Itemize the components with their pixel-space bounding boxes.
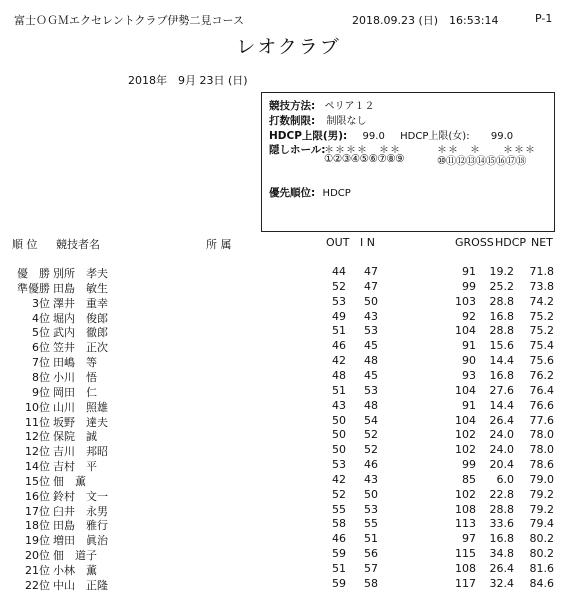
- in-score-cell: 55: [364, 517, 378, 531]
- rank-cell: 6位: [32, 341, 50, 355]
- hdcp-female-label: HDCP上限(女):: [400, 131, 470, 142]
- player-name-cell: 鈴村 文一: [53, 489, 108, 503]
- gross-score-cell: 102: [455, 443, 476, 457]
- round-date: 2018年 9月 23日 (日): [128, 74, 248, 87]
- table-row: [0, 532, 577, 547]
- out-score-cell: 52: [332, 487, 346, 501]
- priority-label: 優先順位:: [269, 187, 316, 199]
- col-hdcp-header: HDCP: [495, 236, 527, 249]
- out-score-cell: 48: [332, 368, 346, 382]
- net-score-cell: 71.8: [529, 265, 554, 278]
- net-score-cell: 77.6: [529, 413, 554, 427]
- table-row: [0, 443, 577, 458]
- gross-score-cell: 102: [455, 487, 476, 501]
- hdcp-cell: 33.6: [489, 517, 514, 531]
- limit-value: 制限なし: [326, 116, 367, 127]
- table-row: [0, 354, 577, 369]
- net-score-cell: 78.6: [529, 458, 554, 472]
- limit-line: [269, 112, 367, 128]
- player-name-cell: 岡田 仁: [53, 385, 97, 399]
- hdcp-cell: 34.8: [489, 547, 514, 561]
- hdcp-cell: 20.4: [489, 458, 514, 472]
- out-score-cell: 42: [332, 354, 346, 368]
- hdcp-female-value: 99.0: [490, 131, 514, 142]
- hdcp-cell: 14.4: [489, 354, 514, 368]
- in-score-cell: 45: [364, 368, 378, 382]
- in-score-cell: 51: [364, 532, 378, 546]
- out-score-cell: 53: [332, 294, 346, 308]
- net-score-cell: 76.6: [529, 398, 554, 412]
- rank-cell: 4位: [32, 311, 50, 325]
- in-score-cell: 53: [364, 324, 378, 338]
- net-score-cell: 76.2: [529, 368, 554, 382]
- page-title: レオクラブ: [236, 36, 341, 58]
- net-score-cell: 79.4: [529, 517, 554, 531]
- player-name-cell: 吉村 平: [53, 460, 97, 474]
- competition-rules-box: [261, 92, 555, 232]
- rank-cell: 22位: [25, 578, 50, 592]
- in-score-cell: 54: [364, 413, 378, 427]
- hdcp-cell: 16.8: [489, 368, 514, 382]
- hdcp-cell: 26.4: [489, 413, 514, 427]
- player-name-cell: 佃 道子: [53, 549, 97, 563]
- gross-score-cell: 103: [455, 294, 476, 308]
- hdcp-cell: 19.2: [489, 265, 514, 278]
- hdcp-cell: 22.8: [489, 487, 514, 501]
- player-name-cell: 臼井 永男: [53, 504, 108, 518]
- rank-cell: 21位: [25, 564, 50, 577]
- table-row: [0, 547, 577, 562]
- gross-score-cell: 91: [462, 339, 476, 353]
- table-row: [0, 265, 577, 280]
- net-score-cell: 80.2: [529, 547, 554, 561]
- course-name: 富士ＯＧＭエクセレントクラブ伊勢二見コース: [14, 14, 244, 27]
- table-row: [0, 280, 577, 295]
- hdcp-cell: 28.8: [489, 324, 514, 338]
- hdcp-cell: 27.6: [489, 383, 514, 397]
- player-name-cell: 堀内 俊郎: [53, 311, 108, 325]
- gross-score-cell: 108: [455, 562, 476, 575]
- out-score-cell: 42: [332, 472, 346, 486]
- net-score-cell: 79.2: [529, 502, 554, 516]
- rank-cell: 12位: [25, 445, 50, 459]
- in-score-cell: 50: [364, 294, 378, 308]
- in-score-cell: 58: [364, 576, 378, 590]
- rank-cell: 15位: [25, 474, 50, 488]
- gross-score-cell: 115: [455, 547, 476, 561]
- gross-score-cell: 91: [462, 265, 476, 278]
- gross-score-cell: 93: [462, 368, 476, 382]
- gross-score-cell: 99: [462, 458, 476, 472]
- in-score-cell: 53: [364, 383, 378, 397]
- rank-cell: 8位: [32, 370, 50, 384]
- player-name-cell: 保院 誠: [53, 430, 97, 444]
- table-row: [0, 310, 577, 325]
- gross-score-cell: 97: [462, 532, 476, 546]
- method-line: [269, 97, 375, 113]
- in-score-cell: 47: [364, 279, 378, 293]
- hdcp-male-value: 99.0: [362, 131, 385, 142]
- in-score-cell: 53: [364, 502, 378, 516]
- player-name-cell: 笠井 正次: [53, 341, 108, 355]
- player-name-cell: 坂野 達夫: [53, 415, 108, 429]
- player-name-cell: 田嶋 等: [53, 356, 97, 370]
- table-row: [0, 428, 577, 443]
- in-score-cell: 50: [364, 487, 378, 501]
- out-score-cell: 50: [332, 443, 346, 457]
- gross-score-cell: 104: [455, 383, 476, 397]
- net-score-cell: 80.2: [529, 532, 554, 546]
- in-score-cell: 56: [364, 547, 378, 561]
- hdcp-cell: 24.0: [489, 443, 514, 457]
- net-score-cell: 75.2: [529, 309, 554, 323]
- net-score-cell: 79.2: [529, 487, 554, 501]
- priority-line: [269, 185, 351, 200]
- col-rank-header: 順 位: [12, 238, 38, 251]
- table-row: [0, 458, 577, 473]
- player-name-cell: 別所 孝夫: [53, 267, 108, 280]
- col-player-header: 競技者名: [56, 238, 100, 251]
- out-score-cell: 44: [332, 265, 346, 278]
- back-hidden-marks: ＊＊ ＊ ＊＊＊: [437, 145, 536, 156]
- rank-cell: 16位: [25, 489, 50, 503]
- net-score-cell: 79.0: [529, 472, 554, 486]
- table-row: [0, 399, 577, 414]
- hdcp-cell: 32.4: [489, 576, 514, 590]
- player-name-cell: 小林 薫: [53, 564, 97, 577]
- col-net-header: NET: [531, 236, 553, 249]
- player-name-cell: 吉川 邦昭: [53, 445, 108, 459]
- out-score-cell: 51: [332, 562, 346, 575]
- out-score-cell: 53: [332, 458, 346, 472]
- hdcp-cell: 16.8: [489, 309, 514, 323]
- net-score-cell: 81.6: [529, 562, 554, 575]
- rank-cell: 優 勝: [17, 267, 50, 280]
- out-score-cell: 58: [332, 517, 346, 531]
- page-number: P-1: [535, 12, 553, 25]
- player-name-cell: 田島 敏生: [53, 281, 108, 295]
- in-score-cell: 43: [364, 472, 378, 486]
- net-score-cell: 84.6: [529, 576, 554, 590]
- in-score-cell: 45: [364, 339, 378, 353]
- rank-cell: 18位: [25, 519, 50, 533]
- hdcp-cell: 26.4: [489, 562, 514, 575]
- rank-cell: 14位: [25, 460, 50, 474]
- table-row: [0, 369, 577, 384]
- table-row: [0, 577, 577, 592]
- net-score-cell: 75.2: [529, 324, 554, 338]
- gross-score-cell: 104: [455, 413, 476, 427]
- rank-cell: 準優勝: [17, 281, 50, 295]
- in-score-cell: 57: [364, 562, 378, 575]
- net-score-cell: 76.4: [529, 383, 554, 397]
- net-score-cell: 74.2: [529, 294, 554, 308]
- rank-cell: 7位: [32, 356, 50, 370]
- table-row: [0, 295, 577, 310]
- hdcp-cell: 24.0: [489, 428, 514, 442]
- rank-cell: 3位: [32, 296, 50, 310]
- out-score-cell: 59: [332, 576, 346, 590]
- priority-value: HDCP: [322, 188, 351, 199]
- table-row: [0, 339, 577, 354]
- hdcp-cell: 28.8: [489, 502, 514, 516]
- out-score-cell: 50: [332, 428, 346, 442]
- net-score-cell: 75.4: [529, 339, 554, 353]
- gross-score-cell: 99: [462, 279, 476, 293]
- gross-score-cell: 108: [455, 502, 476, 516]
- in-score-cell: 43: [364, 309, 378, 323]
- table-row: [0, 503, 577, 518]
- out-score-cell: 59: [332, 547, 346, 561]
- hdcp-cell: 6.0: [496, 472, 514, 486]
- in-score-cell: 52: [364, 443, 378, 457]
- gross-score-cell: 92: [462, 309, 476, 323]
- table-row: [0, 324, 577, 339]
- col-out-header: OUT: [326, 236, 350, 249]
- player-name-cell: 増田 眞治: [53, 534, 108, 548]
- rank-cell: 9位: [32, 385, 50, 399]
- table-row: [0, 517, 577, 532]
- rank-cell: 10位: [25, 400, 50, 414]
- net-score-cell: 78.0: [529, 428, 554, 442]
- net-score-cell: 75.6: [529, 354, 554, 368]
- front-hole-numbers: ①②③④⑤⑥⑦⑧⑨: [324, 153, 405, 165]
- gross-score-cell: 85: [462, 472, 476, 486]
- out-score-cell: 51: [332, 383, 346, 397]
- rank-cell: 19位: [25, 534, 50, 548]
- out-score-cell: 50: [332, 413, 346, 427]
- player-name-cell: 佃 薫: [53, 474, 86, 488]
- gross-score-cell: 91: [462, 398, 476, 412]
- player-name-cell: 山川 照雄: [53, 400, 108, 414]
- hdcp-male-label: HDCP上限(男):: [269, 130, 348, 142]
- hdcp-cell: 15.6: [489, 339, 514, 353]
- in-score-cell: 46: [364, 458, 378, 472]
- player-name-cell: 田島 雅行: [53, 519, 108, 533]
- out-score-cell: 52: [332, 279, 346, 293]
- out-score-cell: 55: [332, 502, 346, 516]
- method-value: ペリア１２: [324, 101, 375, 112]
- rank-cell: 12位: [25, 430, 50, 444]
- in-score-cell: 48: [364, 354, 378, 368]
- col-affiliation-header: 所 属: [206, 238, 232, 251]
- rank-cell: 20位: [25, 549, 50, 563]
- in-score-cell: 48: [364, 398, 378, 412]
- gross-score-cell: 90: [462, 354, 476, 368]
- print-datetime: 2018.09.23 (日) 16:53:14: [352, 14, 499, 27]
- method-label: 競技方法:: [269, 100, 316, 112]
- player-name-cell: 澤井 重幸: [53, 296, 108, 310]
- table-row: [0, 414, 577, 429]
- net-score-cell: 73.8: [529, 279, 554, 293]
- gross-score-cell: 117: [455, 576, 476, 590]
- rank-cell: 17位: [25, 504, 50, 518]
- back-hole-numbers: ⑩⑪⑫⑬⑭⑮⑯⑰⑱: [437, 155, 526, 167]
- hdcp-cell: 25.2: [489, 279, 514, 293]
- table-row: [0, 488, 577, 503]
- out-score-cell: 43: [332, 398, 346, 412]
- hdcp-cell: 28.8: [489, 294, 514, 308]
- limit-label: 打数制限:: [269, 115, 316, 127]
- in-score-cell: 52: [364, 428, 378, 442]
- player-name-cell: 武内 徹郎: [53, 326, 108, 340]
- hdcp-cell: 16.8: [489, 532, 514, 546]
- player-name-cell: 中山 正隆: [53, 578, 108, 592]
- out-score-cell: 46: [332, 339, 346, 353]
- gross-score-cell: 104: [455, 324, 476, 338]
- out-score-cell: 51: [332, 324, 346, 338]
- rank-cell: 5位: [32, 326, 50, 340]
- player-name-cell: 小川 悟: [53, 370, 97, 384]
- table-row: [0, 384, 577, 399]
- out-score-cell: 49: [332, 309, 346, 323]
- table-row: [0, 562, 577, 577]
- net-score-cell: 78.0: [529, 443, 554, 457]
- hdcp-cell: 14.4: [489, 398, 514, 412]
- front-hidden-marks: ＊＊＊＊ ＊＊: [324, 145, 401, 156]
- col-in-header: I N: [360, 236, 375, 249]
- col-gross-header: GROSS: [455, 236, 494, 249]
- gross-score-cell: 113: [455, 517, 476, 531]
- in-score-cell: 47: [364, 265, 378, 278]
- table-row: [0, 473, 577, 488]
- gross-score-cell: 102: [455, 428, 476, 442]
- hidden-holes-label: 隠しホール:: [269, 144, 326, 156]
- rank-cell: 11位: [25, 415, 50, 429]
- out-score-cell: 46: [332, 532, 346, 546]
